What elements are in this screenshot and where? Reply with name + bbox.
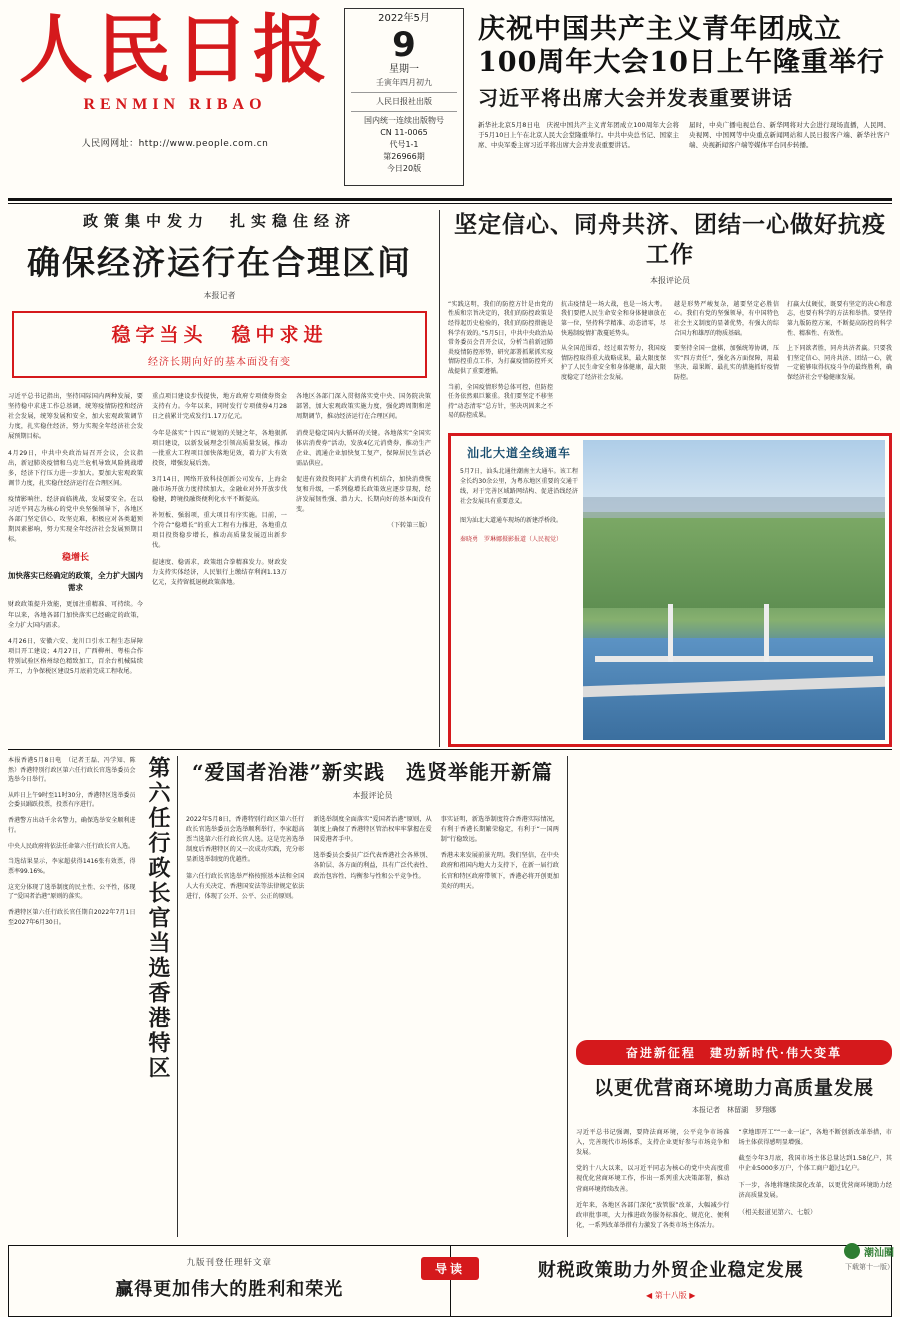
photo-spacer <box>576 756 892 1034</box>
watermark-name: 潮汕圈 <box>864 1247 894 1259</box>
left-column <box>8 210 440 747</box>
paragraph: 习近平总书记强调，要降法商环境，公平竞争市场准入，完善现代市场体系，支持企业更好参与市场竞争和发展。 <box>576 1129 730 1157</box>
paragraph: 3月14日，网络开放科技创新公司发布，上海金融市场开放力度持续加大，金融业对外开放步伐稳健，跨境投融资便利化水平不断提高。 <box>152 475 287 503</box>
watermark <box>844 1243 894 1272</box>
hk-dateline: 本报香港5月8日电 （记者王磊、冯学知、陈然）香港特别行政区第六任行政长官选举委员会选举今日举行。 <box>8 756 136 784</box>
date-lunar: 壬寅年四月初九 <box>376 78 432 87</box>
teaser-left[interactable] <box>9 1246 451 1316</box>
paragraph: 选举委员会委员广泛代表香港社会各界别、各阶层、各方面的利益，具有广泛代表性、政治包容性、均衡参与性和公平竞争性。 <box>313 852 432 880</box>
right-body-column-2 <box>561 294 666 427</box>
teaser-left-kicker: 九版刊登任理轩文章 <box>186 1258 272 1269</box>
paragraph: 事实证明，新选举制度符合香港实际情况，有利于香港长期繁荣稳定，有利于“一国两制”行稳致远。 <box>440 816 559 844</box>
paragraph: 重点项目建设步伐提快，地方政府专项债券资金支持有力。今年以来，同时发行专项债券4月28日之前累计完成发行1.17万亿元。 <box>152 393 287 421</box>
top-headline-block <box>472 6 890 150</box>
patriots-body-column-1 <box>186 809 304 908</box>
photo-story-credit: 秦晓勇 罗琳娜摄影报道（人民视觉） <box>460 536 563 544</box>
main-content <box>0 204 900 747</box>
paragraph: 党的十八大以来，以习近平同志为核心的党中央高度重视优化营商环境工作，作出一系列重大决策部署，推动营商环境持续改善。 <box>576 1165 730 1193</box>
paragraph: 补短板、强弱项，重大项目有序实施。目前，一个符合“稳增长”的重大工程有力推进，各地重点项目投资稳步增长，推动高质量发展迈出新步伐。 <box>152 512 287 550</box>
paragraph: 越是形势严峻复杂，越要坚定必胜信心。我们有党的坚强领导，有中国特色社会主义制度的显著优势，有强大的综合国力和雄厚的物质基础。 <box>674 300 779 337</box>
watermark-subtext: 下载第十一版） <box>845 1263 894 1271</box>
issue-number: 第26966期 <box>383 151 425 161</box>
datebox-divider-2 <box>351 111 457 112</box>
paragraph: 香港未来发展前景光明。我们坚信，在中央政府和祖国内地大力支持下，在新一届行政长官和特区政府带领下，香港必将开创更加美好的明天。 <box>440 852 559 890</box>
paragraph: 促进有效投资同扩大消费有机结合，加快消费恢复和升级，一系列稳增长政策效应逐步显现，经济发展韧性强、潜力大、长期向好的基本面没有变。 <box>296 475 431 514</box>
right-body-column-3 <box>674 294 779 427</box>
left-subhead-2: 加快落实已经确定的政策，全力扩大国内需求 <box>8 570 143 593</box>
patriots-body-column-2 <box>313 809 431 908</box>
top-lead-column-2: 届时，中央广播电视总台、新华网将对大会进行现场直播，人民网、央视网、中国网等中央重点新闻网站和人民日报客户端、新华社客户端、央视新闻客户端等媒体平台同步转播。 <box>689 120 890 149</box>
paragraph: 近年来，各地区各部门深化“放管服”改革，大幅减少行政审批事项，大力推进政务服务标准化、规范化、便利化，一系列改革举措有力激发了各类市场主体活力。 <box>576 1201 730 1229</box>
postal-code: 代号1-1 <box>389 139 419 149</box>
secondary-section <box>0 750 900 1237</box>
left-body-column-3 <box>296 386 431 683</box>
paragraph: 第六任行政长官选举严格按照基本法和全国人大有关决定、香港国安法等法律规定依法进行，体现了公开、公平、公正的原则。 <box>186 872 305 900</box>
hk-article-text <box>8 756 140 1237</box>
paragraph: 4月26日，安徽六安、龙川口引水工程生态屏障项目开工建设；4月27日，广西柳州、粤桂合作特别试验区格州绿色精致加工，百余台机械陆续开工，力争保税区建设5月底前完成工程收尾。 <box>8 637 143 675</box>
teaser-right[interactable] <box>451 1246 892 1316</box>
paragraph: 提速度、稳需求，政策组合拳精准发力。财政发力支持实体经济，人民银行上缴结存利润1.13万亿元，支持留抵退税政策落地。 <box>152 558 287 586</box>
right-column <box>440 210 892 747</box>
related-coverage-note[interactable]: （相关报道见第六、七版） <box>738 1208 817 1217</box>
paragraph: 4月29日，中共中央政治局召开会议，会议指出，新冠肺炎疫情和乌克兰危机导致风险挑战增多，经济下行压力进一步加大。要加大宏观政策调节力度，扎实稳住经济运行在合理区间。 <box>8 449 143 487</box>
photo-story-block <box>448 433 892 747</box>
paragraph: 从全国范围看，经过艰苦努力，我国疫情防控取得重大战略成果，最大限度保护了人民生命安全和身体健康，最大限度稳定了经济社会发展。 <box>561 345 666 381</box>
highlight-box-title: 稳字当头 稳中求进 <box>111 324 328 346</box>
patriots-article-title: “爱国者治港”新实践 选贤举能开新篇 <box>191 759 553 784</box>
paragraph: 疫情影响往、经济面临挑战，发展要安全。在以习近平同志为核心的党中央坚强领导下，各地区各部门坚定信心、攻坚克难，积极应对各类超预期因素影响，努力实现全年经济社会发展预期目标。 <box>8 495 143 544</box>
photo-greenery <box>583 518 885 608</box>
date-weekday: 星期一 <box>389 63 419 75</box>
business-article-title: 以更优营商环境助力高质量发展 <box>593 1076 874 1099</box>
paragraph: 截至今年3月底，我国市场主体总量达到1.58亿户，其中企业5000多万户，个体工商户超过1亿户。 <box>738 1155 892 1173</box>
left-article-title: 确保经济运行在合理区间 <box>27 243 412 282</box>
right-body-column-1 <box>448 294 553 427</box>
right-article-body <box>448 294 892 427</box>
business-body-column-1 <box>576 1122 730 1237</box>
top-lead-column-1: 新华社北京5月8日电 庆祝中国共产主义青年团成立100周年大会将于5月10日上午在北京人民大会堂隆重举行。中共中央总书记、国家主席、中央军委主席习近平将出席大会并发表重要讲话。 <box>478 120 679 149</box>
date-box <box>344 8 464 186</box>
datebox-divider <box>351 92 457 93</box>
paragraph: “实践这明，我们的防控方针是由党的性质和宗旨决定的，我们的防控政策是经得起历史检验的，我们的防控措施是科学有效的。”5月5日，中共中央政治局常务委员会召开会议，分析当前新冠肺炎疫情防控形势，研究部署抓紧抓实疫情防控重点工作，为打赢疫情防控歼灭战提供了重要遵循。 <box>448 300 553 375</box>
logo-chinese-title: 人民日报 <box>19 7 331 93</box>
business-article-byline: 本报记者 林留湖 罗翔娜 <box>692 1105 776 1114</box>
paragraph: 下一步，各地将继续深化改革，以更优营商环境助力经济高质量发展。 <box>738 1181 892 1199</box>
masthead-rule-thick <box>8 198 892 201</box>
newspaper-logo <box>10 6 340 149</box>
patriots-body-column-3 <box>441 809 559 908</box>
paragraph: 从昨日上午9时至11时30分，香港特区选举委员会委员踊跃投票，投票有序进行。 <box>8 791 136 809</box>
patriots-article-body <box>186 809 559 908</box>
issn-label: 国内统一连续出版物号 <box>364 115 444 125</box>
top-headline-secondary: 习近平将出席大会并发表重要讲话 <box>478 85 793 110</box>
teaser-right-page[interactable]: ◀ 第十八版 ▶ <box>646 1291 696 1301</box>
paragraph: 当前，全国疫情形势总体可控，但防控任务依然艰巨繁重。我们要坚定不移坚持“动态清零”总方针，坚决巩固来之不易的防控成果。 <box>448 383 553 420</box>
left-article-byline: 本报记者 <box>203 291 236 300</box>
right-article-byline: 本报评论员 <box>650 275 690 285</box>
left-body-column-1 <box>8 386 143 683</box>
date-year-month: 2022年5月 <box>378 13 430 24</box>
left-body-column-2 <box>152 386 287 683</box>
patriots-article-byline: 本报评论员 <box>352 790 393 800</box>
paragraph: 抗击疫情是一场大战，也是一场大考。我们要把人民生命安全和身体健康放在第一位，坚持科学精准、动态清零，尽快遏制疫情扩散蔓延势头。 <box>561 300 666 337</box>
right-body-column-4 <box>787 294 892 427</box>
paragraph: 财政政策提升效能，更加注重精准、可持续。今年以来，各地各部门加快落实已经确定的政策，全力扩大国内需求。 <box>8 601 143 629</box>
hk-article-vertical-title: 第六任行政长官当选香港特区 <box>145 755 171 1081</box>
left-subhead: 稳增长 <box>61 553 89 564</box>
masthead <box>0 0 900 196</box>
paragraph: 这充分体现了选举制度的民主性、公平性，体现了“爱国者治港”原则的落实。 <box>8 883 136 901</box>
aerial-bridge-photo <box>583 440 885 740</box>
hk-election-article <box>8 756 178 1237</box>
photo-bridge-pylon <box>668 604 673 662</box>
teaser-right-title: 财税政策助力外贸企业稳定发展 <box>537 1260 804 1282</box>
paragraph: 打赢大仗硬仗，既要有坚定的决心和意志，也要有科学的方法和举措。要坚持第九版防控方案，不断提高防控的科学性、精准性、有效性。 <box>787 300 892 337</box>
logo-pinyin: RENMIN RIBAO <box>83 95 267 113</box>
patriots-governing-article <box>178 756 568 1237</box>
top-headline-primary: 庆祝中国共产主义青年团成立100周年大会10日上午隆重举行 <box>478 14 885 78</box>
business-environment-article <box>568 756 892 1237</box>
paragraph: 要坚持全国一盘棋，加强统筹协调，压实“四方责任”，强化各方面保障，用最坚决、最果断、最扎实的措施抓好疫情防控。 <box>674 345 779 381</box>
paragraph: 香港特区第六任行政长官任期自2022年7月1日至2027年6月30日。 <box>8 909 136 926</box>
series-banner: 奋进新征程 建功新时代·伟大变革 <box>576 1040 892 1065</box>
paragraph: 2022年5月8日，香港特别行政区第六任行政长官选举委员会选举顺利举行，李家超高票当选第六任行政长官人选。这是完善选举制度后香港特区的又一次成功实践，充分彰显新选举制度的优越性。 <box>186 816 305 864</box>
jump-note[interactable]: （下转第三版） <box>387 522 431 530</box>
left-kicker: 政策集中发力 扎实稳住经济 <box>82 212 356 230</box>
daodu-badge[interactable]: 导读 <box>421 1257 479 1280</box>
paragraph: 当选结果显示，李家超获得1416张有效票，得票率99.16%。 <box>8 858 136 875</box>
highlight-box-subtitle: 经济长期向好的基本面没有变 <box>148 357 291 368</box>
paragraph: 今年是落实“十四五”规划的关键之年，各地狠抓项目建设，以新发展理念引领高质量发展，推动一批重大工程项目加快落地见效，着力扩大有效投资，增强发展后劲。 <box>152 429 287 467</box>
business-body-column-2 <box>739 1122 893 1237</box>
paragraph: 消费是稳定国内大循环的关键。各地落实“全国实体店消费券”活动，发放4亿元消费券，推动生产企业、流通企业加快复工复产，保障居民生活必需品供应。 <box>296 429 431 467</box>
paragraph: 香港警方出动千余名警力，确保选举安全顺利进行。 <box>8 817 136 834</box>
left-article-body <box>8 386 431 683</box>
bottom-teaser-box <box>8 1245 892 1317</box>
photo-story-text <box>455 440 583 740</box>
paragraph: “拿地即开工”“一业一证”，各地不断创新改革举措，市场主体获得感明显增强。 <box>738 1129 892 1147</box>
photo-cityscape <box>583 497 885 518</box>
paragraph: 各地区各部门深入贯彻落实党中央、国务院决策部署，加大宏观政策实施力度，强化跨周期和逆周期调节，推动经济运行在合理区间。 <box>296 393 431 421</box>
website-url: 人民网网址：http://www.people.com.cn <box>81 138 269 149</box>
highlight-box <box>12 311 427 378</box>
photo-story-body: 5月7日，汕头北通往潮南主大通车。该工程全长约30余公里，为粤东地区重要的交通干线，对于完善区域路网结构、促进沿线经济社会发展具有重要意义。 <box>460 467 578 505</box>
publisher: 人民日报社出版 <box>376 96 432 106</box>
photo-bridge-deck <box>595 656 873 662</box>
paragraph: 中央人民政府将依法任命第六任行政长官人选。 <box>8 842 135 850</box>
paragraph: 上下同欲者胜，同舟共济者赢。只要我们坚定信心、同舟共济、团结一心，就一定能够取得抗疫斗争的最终胜利，确保经济社会平稳健康发展。 <box>787 345 892 381</box>
watermark-badge <box>844 1243 894 1259</box>
date-day: 9 <box>392 24 416 65</box>
watermark-logo-icon <box>844 1243 860 1259</box>
paragraph: 新选举制度全面落实“爱国者治港”原则，从制度上确保了香港特区管治权牢牢掌握在爱国爱港者手中。 <box>313 816 432 844</box>
top-lead-paragraphs <box>478 120 890 150</box>
issn-number: CN 11-0065 <box>380 127 428 137</box>
photo-story-caption: 图为汕北大道通车现场的新建浮桥段。 <box>460 517 563 525</box>
page-count: 今日20版 <box>386 163 422 173</box>
business-article-body <box>576 1122 892 1237</box>
photo-bridge-pylon <box>764 604 769 662</box>
paragraph: 习近平总书记指出，坚持国际国内两种发展，要坚持稳中求进工作总基调，统筹疫情防控和经济社会发展，统筹发展和安全，加大宏观政策调节力度，扎实稳住经济，努力实现全年经济社会发展预期目标。 <box>8 393 143 441</box>
teaser-left-title: 赢得更加伟大的胜利和荣光 <box>115 1279 344 1301</box>
photo-story-title: 汕北大道全线通车 <box>466 445 571 460</box>
right-article-title: 坚定信心、同舟共济、团结一心做好抗疫工作 <box>454 211 886 268</box>
